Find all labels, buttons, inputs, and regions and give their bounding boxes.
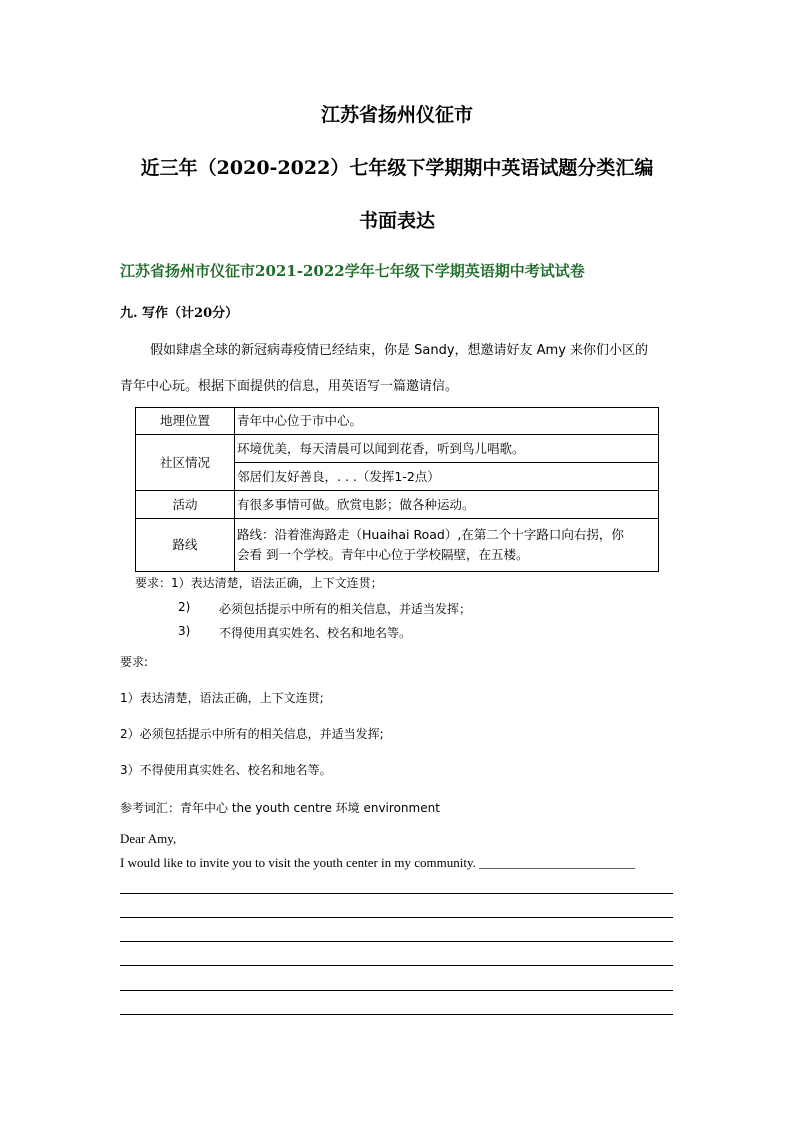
table-label-activities: 活动	[136, 491, 235, 519]
route-line-b: 会看 到一个学校。青年中心位于学校隔壁，在五楼。	[237, 547, 529, 562]
requirements-line2: 必须包括提示中所有的相关信息，并适当发挥；	[219, 602, 472, 616]
table-label-community: 社区情况	[136, 435, 235, 491]
requirements-item1: 1）表达清楚，语法正确，上下文连贯;	[120, 691, 324, 705]
document-title: 江苏省扬州仪征市	[320, 104, 473, 126]
section-title: 江苏省扬州市仪征市2021-2022学年七年级下学期英语期中考试试卷	[120, 262, 585, 280]
requirements-line2-num: 2)	[178, 600, 191, 614]
table-row	[136, 435, 659, 463]
question-intro-line2: 青年中心玩。根据下面提供的信息，用英语写一篇邀请信。	[120, 379, 459, 394]
table-row	[136, 519, 659, 572]
table-content-route	[235, 519, 659, 572]
question-intro-line1: 假如肆虐全球的新冠病毒疫情已经结束，你是 Sandy，想邀请好友 Amy 来你们小区的	[150, 343, 649, 358]
writing-line[interactable]	[120, 965, 673, 966]
table-content-community-b: 邻居们友好善良，. . .（发挥1-2点）	[235, 463, 659, 491]
document-subtitle: 近三年（2020-2022）七年级下学期期中英语试题分类汇编	[140, 157, 654, 179]
table-content-location: 青年中心位于市中心。	[235, 408, 659, 435]
writing-line[interactable]	[120, 917, 673, 918]
info-table	[135, 407, 659, 572]
requirements-line3: 不得使用真实姓名、校名和地名等。	[219, 626, 412, 640]
requirements-line3-num: 3)	[178, 624, 191, 638]
table-row	[136, 491, 659, 519]
writing-line[interactable]	[120, 1014, 673, 1015]
letter-opening: I would like to invite you to visit the youth center in my community. ________________________	[120, 855, 636, 870]
writing-line[interactable]	[120, 893, 673, 894]
table-row	[136, 408, 659, 435]
writing-line[interactable]	[120, 990, 673, 991]
reference-vocabulary: 参考词汇：青年中心 the youth centre 环境 environment	[120, 801, 440, 815]
route-line-a: 路线：沿着淮海路走（Huaihai Road）,在第二个十字路口向右拐，你	[237, 527, 624, 542]
table-content-activities: 有很多事情可做。欣赏电影；做各种运动。	[235, 491, 659, 519]
table-label-location: 地理位置	[136, 408, 235, 435]
requirements-item2: 2）必须包括提示中所有的相关信息，并适当发挥;	[120, 727, 384, 741]
table-content-community-a: 环境优美，每天清晨可以闻到花香，听到鸟儿唱歌。	[235, 435, 659, 463]
writing-line[interactable]	[120, 941, 673, 942]
requirements-line1: 要求：1）表达清楚，语法正确，上下文连贯；	[135, 576, 383, 590]
letter-greeting: Dear Amy,	[120, 831, 177, 846]
document-topic: 书面表达	[358, 210, 435, 232]
table-label-route: 路线	[136, 519, 235, 572]
question-heading: 九. 写作（计20分）	[120, 306, 239, 321]
requirements-item3: 3）不得使用真实姓名、校名和地名等。	[120, 763, 332, 777]
requirements-heading: 要求:	[120, 655, 149, 669]
